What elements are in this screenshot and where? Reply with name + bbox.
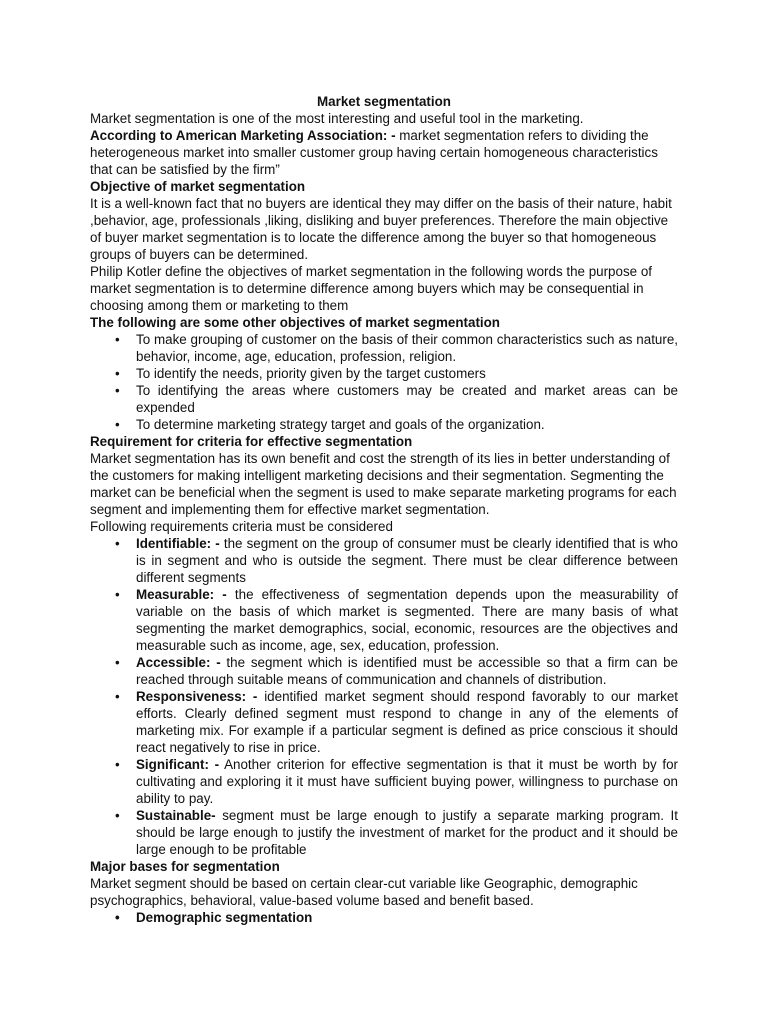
list-item: • Demographic segmentation xyxy=(90,909,678,926)
bases-heading: Major bases for segmentation xyxy=(90,859,280,874)
criteria-text: the effectiveness of segmentation depends upon the measurability of variable on the basis of which market is segmented. There are many basis of what segmenting the market demographics, social, economic, resources are the objectives and measurable such as income, age, sex, education, profession. xyxy=(136,587,678,653)
criteria-text: Another criterion for effective segmentation is that it must be worth by for cultivating and exploring it it must have sufficient buying power, willingness to purchase on ability to pay. xyxy=(136,757,678,806)
requirement-heading: Requirement for criteria for effective segmentation xyxy=(90,434,413,449)
other-objectives-list xyxy=(90,331,678,433)
criteria-term: Accessible: - xyxy=(136,655,221,670)
criteria-item-sustainable xyxy=(90,807,678,858)
list-item: • To make grouping of customer on the basis of their common characteristics such as nature, behavior, income, age, education, profession, religion. xyxy=(90,331,678,365)
criteria-item-accessible xyxy=(90,654,678,688)
criteria-term: Significant: - xyxy=(136,757,220,772)
document-content xyxy=(90,93,678,926)
criteria-term: Sustainable- xyxy=(136,808,216,823)
bases-paragraph: Market segment should be based on certain clear-cut variable like Geographic, demographic psychographics, behavioral, value-based volume based and benefit based. xyxy=(90,876,638,908)
ama-definition xyxy=(90,127,678,178)
criteria-text: segment must be large enough to justify a separate marking program. It should be large enough to justify the investment of market for the product and it should be large enough to be profitable xyxy=(136,808,678,857)
criteria-list xyxy=(90,535,678,858)
objective-heading: Objective of market segmentation xyxy=(90,179,306,194)
intro-paragraph: Market segmentation is one of the most interesting and useful tool in the marketing. xyxy=(90,111,584,126)
criteria-term: Responsiveness: - xyxy=(136,689,258,704)
objective-paragraph-2: Philip Kotler define the objectives of market segmentation in the following words the purpose of market segmentation is to determine difference among buyers which may be consequential in choosing among them or marketing to them xyxy=(90,264,652,313)
criteria-term: Measurable: - xyxy=(136,587,227,602)
criteria-text: the segment which is identified must be accessible so that a firm can be reached through suitable means of communication and channels of distribution. xyxy=(136,655,679,687)
requirement-paragraph: Market segmentation has its own benefit and cost the strength of its lies in better understanding of the customers for making intelligent marketing decisions and their segmentation. Segmenting the market can be beneficial when the segment is used to make separate marketing programs for each segment and implementing them for effective market segmentation. xyxy=(90,451,677,517)
criteria-item-identifiable xyxy=(90,535,678,586)
requirement-lead: Following requirements criteria must be considered xyxy=(90,519,393,534)
criteria-item-measurable xyxy=(90,586,678,654)
criteria-text: the segment on the group of consumer must be clearly identified that is who is in segment and who is outside the segment. There must be clear difference between different segments xyxy=(136,536,678,585)
list-item: • To determine marketing strategy target and goals of the organization. xyxy=(90,416,678,433)
list-item: • To identify the needs, priority given by the target customers xyxy=(90,365,678,382)
list-item: • To identifying the areas where customers may be created and market areas can be expended xyxy=(90,382,678,416)
ama-label: According to American Marketing Association: - xyxy=(90,128,396,143)
criteria-item-responsiveness xyxy=(90,688,678,756)
document-title: Market segmentation xyxy=(317,94,451,109)
other-objectives-heading: The following are some other objectives of market segmentation xyxy=(90,315,500,330)
criteria-text: identified market segment should respond favorably to our market efforts. Clearly defined segment must respond to change in any of the elements of marketing mix. For example if a particular segment is defined as price conscious it should react negatively to rise in price. xyxy=(136,689,679,755)
objective-paragraph-1: It is a well-known fact that no buyers are identical they may differ on the basis of their nature, habit ,behavior, age, professionals ,liking, disliking and buyer preferences. Therefore the main objective of buyer market segmentation is to locate the difference among the buyer so that homogeneous groups of buyers can be determined. xyxy=(90,196,672,262)
ama-text: market segmentation refers to dividing the heterogeneous market into smaller customer group having certain homogeneous characteristics that can be satisfied by the firm” xyxy=(90,128,658,177)
criteria-item-significant xyxy=(90,756,678,807)
criteria-term: Identifiable: - xyxy=(136,536,220,551)
bases-list xyxy=(90,909,678,926)
